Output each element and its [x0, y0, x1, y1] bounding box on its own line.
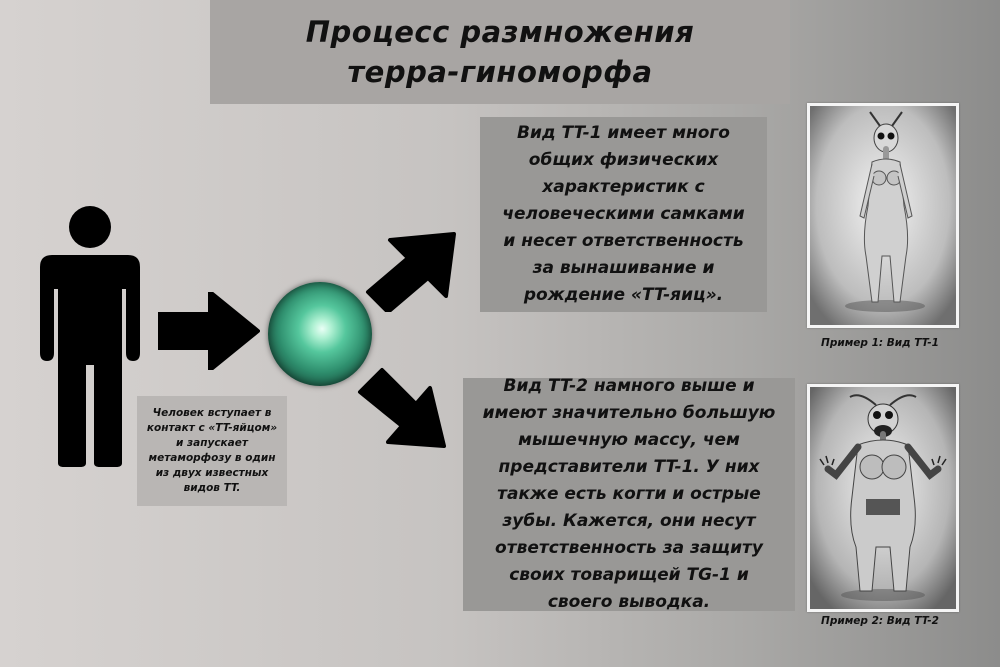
tt2-example-caption: Пример 2: Вид TT-2	[821, 615, 939, 627]
title-line-2: терра-гиноморфа	[347, 55, 653, 89]
tt1-figure-illustration	[810, 106, 956, 325]
arrow-up-right-icon	[360, 222, 460, 312]
tt1-example-caption: Пример 1: Вид TT-1	[821, 337, 939, 349]
tt2-figure-illustration	[810, 387, 956, 609]
title-line-1: Процесс размножения	[305, 15, 695, 49]
title-box	[210, 0, 790, 104]
tt2-example-image	[807, 384, 959, 612]
tt1-description-box	[480, 117, 767, 312]
person-caption-box	[137, 396, 287, 506]
person-silhouette-icon	[38, 205, 142, 467]
tt2-description-box	[463, 378, 795, 611]
tt1-description-text: Вид TT-1 имеет много общих физических характеристик с человеческими самками и несет ответственность за вынашивание и рождение «TT-яиц».	[502, 123, 745, 305]
tt2-description-text: Вид TT-2 намного выше и имеют значительно большую мышечную массу, чем представители TT-1. У них также есть когти и острые зубы. Кажется, они несут ответственность за защиту своих товарищей TG-1 и своего выводка.	[482, 376, 776, 612]
arrow-down-right-icon	[356, 366, 452, 452]
person-caption-text: Человек вступает в контакт с «TT-яйцом» и запускает метаморфозу в один из двух известных видов TT.	[146, 407, 278, 494]
arrow-right-icon	[158, 292, 260, 370]
tt1-example-image	[807, 103, 959, 328]
